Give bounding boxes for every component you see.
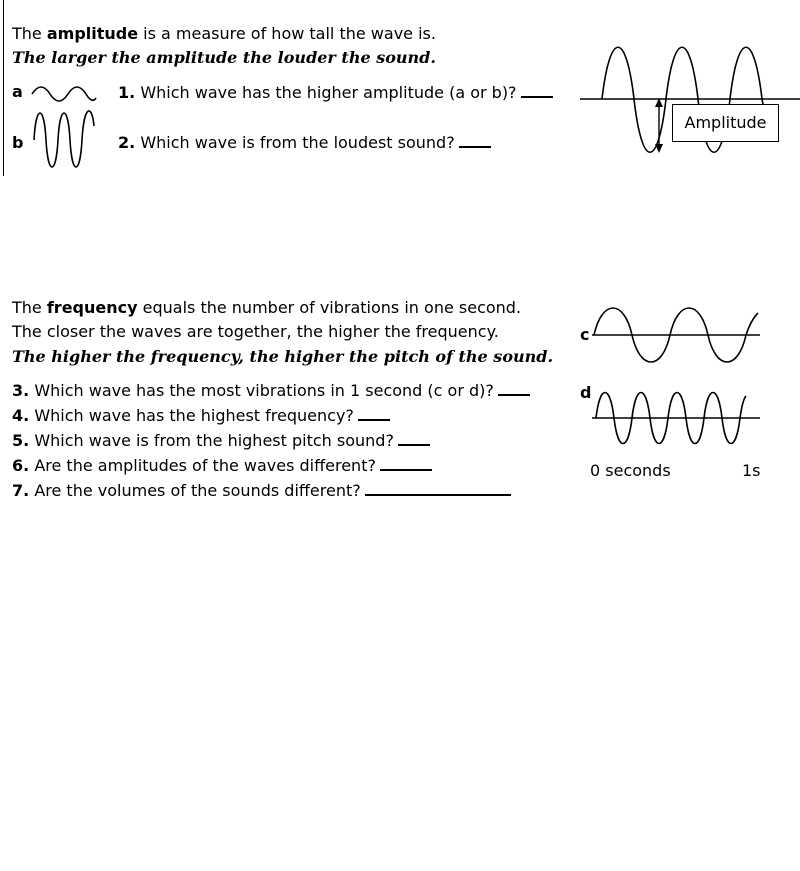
wave-c-label: c — [580, 325, 590, 344]
question-4: 4. Which wave has the highest frequency? — [12, 405, 390, 426]
time-axis-start-label: 0 seconds — [590, 461, 671, 480]
amplitude-arrow-head-down — [655, 144, 663, 153]
answer-blank-7[interactable] — [365, 480, 511, 496]
frequency-definition: The frequency equals the number of vibrations in one second. — [12, 298, 522, 317]
frequency-line-2: The closer the waves are together, the higher the frequency. — [12, 322, 499, 341]
amplitude-label-box: Amplitude — [672, 104, 779, 142]
question-7: 7. Are the volumes of the sounds different? — [12, 480, 511, 501]
answer-blank-5[interactable] — [398, 430, 430, 446]
frequency-term: frequency — [46, 298, 138, 317]
amplitude-term: amplitude — [46, 24, 139, 43]
amplitude-diagram — [580, 40, 800, 160]
answer-blank-4[interactable] — [358, 405, 390, 421]
amplitude-emphasis: The larger the amplitude the louder the sound. — [12, 48, 436, 67]
amplitude-definition: The amplitude is a measure of how tall the wave is. — [12, 24, 436, 43]
time-axis-end-label: 1s — [742, 461, 761, 480]
wave-c-graphic — [592, 305, 764, 365]
answer-blank-3[interactable] — [498, 380, 530, 396]
question-6: 6. Are the amplitudes of the waves different? — [12, 455, 432, 476]
wave-a-label: a — [12, 82, 23, 101]
wave-d-graphic — [592, 390, 764, 450]
question-1: 1. Which wave has the higher amplitude (a or b)? — [118, 82, 553, 103]
question-5: 5. Which wave is from the highest pitch sound? — [12, 430, 430, 451]
answer-blank-6[interactable] — [380, 455, 432, 471]
question-2: 2. Which wave is from the loudest sound? — [118, 132, 491, 153]
left-border-line — [3, 0, 4, 176]
answer-blank-1[interactable] — [521, 82, 553, 98]
answer-blank-2[interactable] — [459, 132, 491, 148]
wave-b-graphic — [32, 110, 100, 174]
frequency-emphasis: The higher the frequency, the higher the pitch of the sound. — [12, 347, 554, 366]
wave-a-graphic — [30, 80, 98, 106]
wave-d-label: d — [580, 383, 592, 402]
question-3: 3. Which wave has the most vibrations in 1 second (c or d)? — [12, 380, 530, 401]
wave-b-label: b — [12, 133, 24, 152]
